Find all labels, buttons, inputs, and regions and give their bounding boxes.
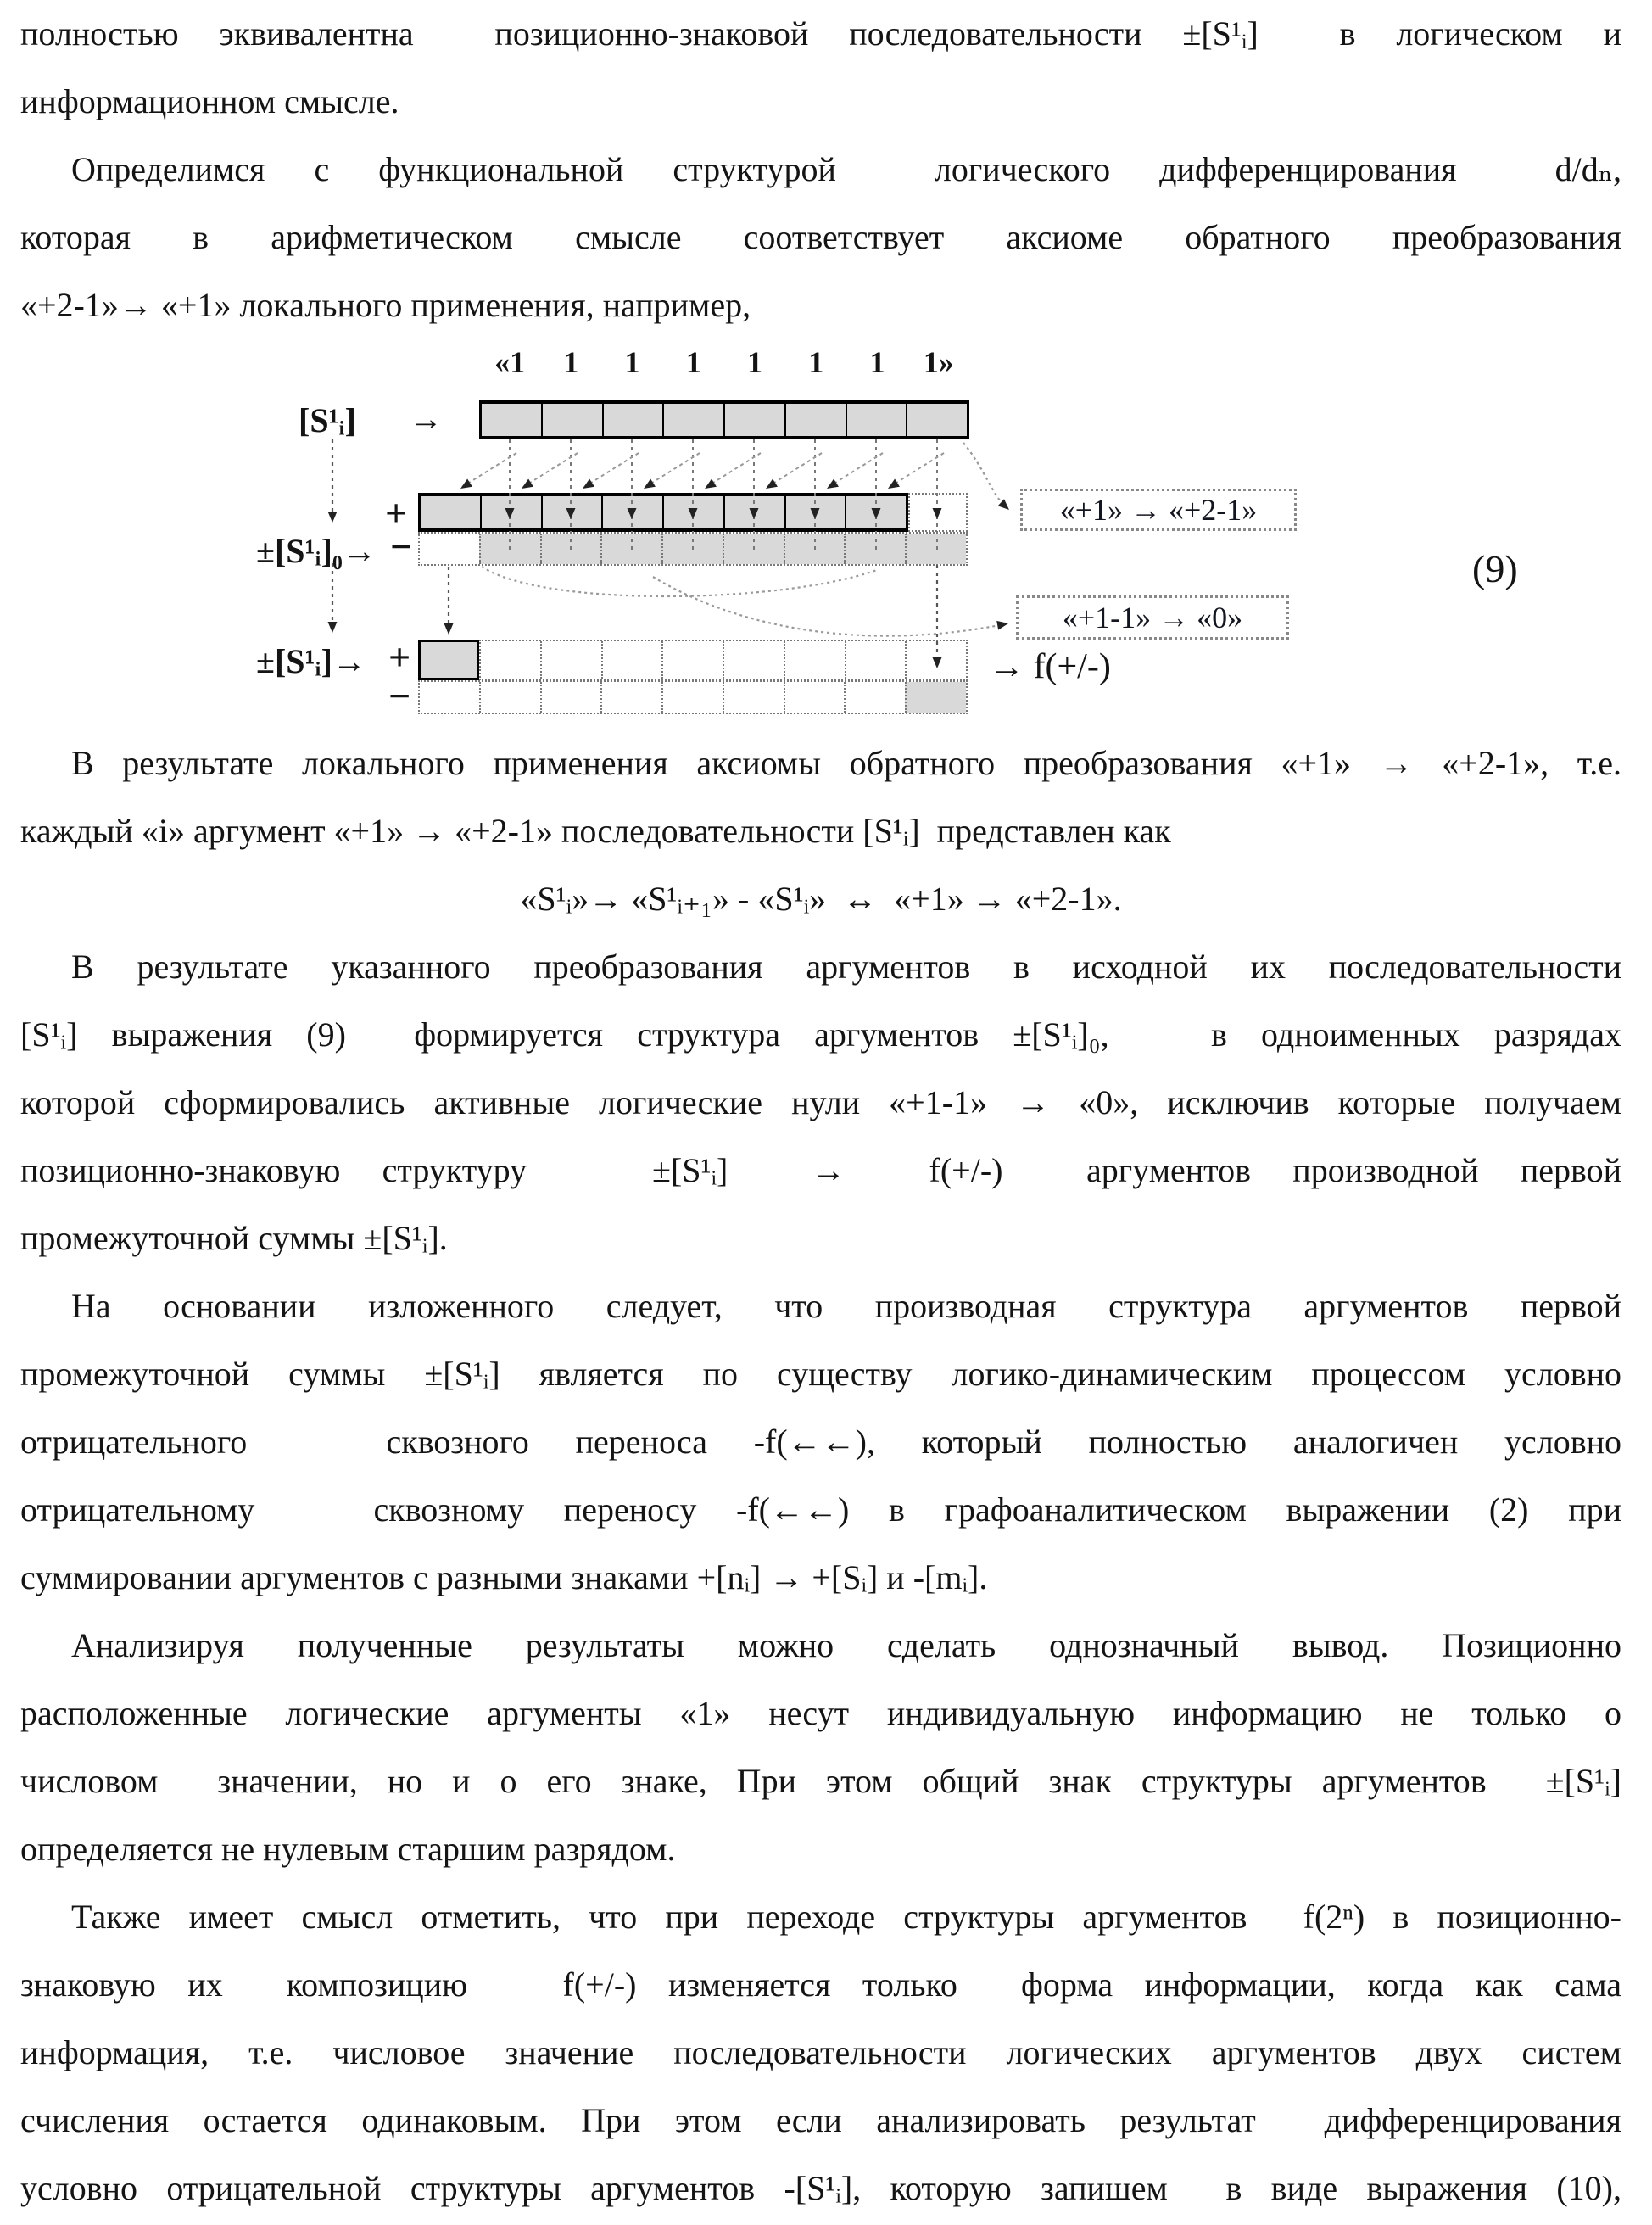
- fig-cell: [540, 682, 601, 713]
- function-output-label: → f(+/-): [989, 647, 1111, 686]
- transform-rule-box-2: «+1-1» → «0»: [1016, 595, 1289, 640]
- text-line: позиционно-знаковую структуру ±[S¹ᵢ] → f(+/-) аргументов производной первой: [20, 1151, 1621, 1189]
- fig-cell: [602, 404, 663, 436]
- fig-cell: [906, 404, 967, 436]
- fig-cell: [479, 682, 540, 713]
- one-digit: 1: [685, 345, 701, 379]
- fig-cell: [540, 641, 601, 679]
- fig-cell: [420, 534, 479, 564]
- text-line: В результате локального применения аксиомы обратного преобразования «+1» → «+2-1», т.е.: [71, 744, 1621, 782]
- fig-cell: [844, 682, 905, 713]
- result-row-plus: [479, 640, 968, 680]
- fig-cell: [846, 404, 907, 436]
- fig-cell: [601, 496, 662, 528]
- fig-cell: [600, 534, 661, 564]
- plus-sign: +: [385, 491, 408, 534]
- text-line: Определимся с функциональной структурой логического дифференцирования d/dₙ,: [71, 150, 1621, 188]
- transform-rule-box-1: «+1» → «+2-1»: [1020, 489, 1297, 531]
- fig-cell: [479, 534, 540, 564]
- text-line: счисления остается одинаковым. При этом если анализировать результат дифференцирования: [20, 2101, 1621, 2139]
- text-line: промежуточной суммы ±[S¹ᵢ] является по существу логико-динамическим процессом условно: [20, 1355, 1621, 1393]
- fig-cell: [661, 534, 723, 564]
- one-digit: 1: [624, 345, 640, 379]
- result-label: ±[S¹ᵢ]→: [256, 642, 366, 680]
- minus-sign: −: [390, 525, 413, 568]
- result-row-minus: [418, 680, 968, 714]
- formula-line: «S¹ᵢ»→ «S¹ᵢ₊₁» - «S¹ᵢ» ↔ «+1» → «+2-1».: [520, 880, 1122, 918]
- text-line: В результате указанного преобразования аргументов в исходной их последовательности: [71, 948, 1621, 986]
- fig-cell: [540, 534, 601, 564]
- text-line: полностью эквивалентна позиционно-знаковой последовательности ±[S¹ᵢ] в логическом и: [20, 14, 1621, 53]
- text-line: промежуточной суммы ±[S¹ᵢ].: [20, 1219, 448, 1257]
- sum-row-plus: [418, 493, 908, 532]
- text-line: числовом значении, но и о его знаке, При этом общий знак структуры аргументов ±[S¹ᵢ]: [20, 1762, 1621, 1800]
- fig-cell: [784, 534, 845, 564]
- fig-cell: [905, 641, 966, 679]
- fig-cell: [723, 496, 784, 528]
- right-arrow-icon: →: [409, 400, 443, 438]
- fig-cell: [541, 404, 602, 436]
- plus-sign: +: [388, 635, 411, 679]
- fig-cell: [845, 496, 906, 528]
- text-line: суммировании аргументов с разными знаками +[nᵢ] → +[Sᵢ] и -[mᵢ].: [20, 1558, 988, 1596]
- fig-cell: [541, 496, 602, 528]
- text-line: [S¹ᵢ] выражения (9) формируется структура аргументов ±[S¹ᵢ]₀, в одноименных разрядах: [20, 1015, 1621, 1054]
- one-digit: 1: [808, 345, 824, 379]
- fig-cell: [845, 641, 906, 679]
- one-digit: «1: [494, 345, 526, 379]
- text-line: Анализируя полученные результаты можно сделать однозначный вывод. Позиционно: [71, 1626, 1621, 1664]
- text-line: отрицательного сквозного переноса -f(←←), который полностью аналогичен условно: [20, 1423, 1621, 1461]
- fig-cell: [723, 404, 784, 436]
- fig-cell: [784, 641, 845, 679]
- fig-cell: [723, 682, 784, 713]
- carry-cell-dotted: [908, 493, 968, 532]
- text-line: информация, т.е. числовое значение последовательности логических аргументов двух систем: [20, 2033, 1621, 2071]
- text-line: определяется не нулевым старшим разрядом.: [20, 1830, 676, 1868]
- fig-cell: [420, 682, 479, 713]
- fig-cell: [600, 682, 661, 713]
- fig-cell: [844, 534, 905, 564]
- one-digit: 1: [563, 345, 579, 379]
- text-line: информационном смысле.: [20, 82, 399, 120]
- fig-cell: [482, 404, 541, 436]
- zero-row-minus: [418, 532, 968, 566]
- sequence-label: [S¹ᵢ]: [299, 401, 356, 439]
- one-digit: 1: [747, 345, 763, 379]
- sequence-row: [479, 400, 969, 439]
- fig-cell: [421, 496, 480, 528]
- text-line: условно отрицательной структуры аргументов -[S¹ᵢ], которую запишем в виде выражения (10),: [20, 2169, 1621, 2207]
- text-line: отрицательному сквозному переносу -f(←←) в графоаналитическом выражении (2) при: [20, 1490, 1621, 1529]
- one-digit: 1: [869, 345, 885, 379]
- fig-cell: [662, 496, 723, 528]
- result-msb-cell: [418, 640, 479, 680]
- text-line: расположенные логические аргументы «1» несут индивидуальную информацию не только о: [20, 1694, 1621, 1732]
- one-digit: 1»: [923, 345, 954, 379]
- sum0-label: ±[S¹ᵢ]₀→: [256, 532, 377, 570]
- text-line: каждый «i» аргумент «+1» → «+2-1» последовательности [S¹ᵢ] представлен как: [20, 812, 1171, 850]
- fig-cell: [784, 496, 846, 528]
- fig-cell: [480, 496, 541, 528]
- equation-number: (9): [1472, 547, 1518, 590]
- text-line: Также имеет смысл отметить, что при переходе структуры аргументов f(2ⁿ) в позиционно-: [71, 1898, 1621, 1936]
- figure-equation-9: [254, 339, 1577, 730]
- fig-cell: [661, 682, 723, 713]
- fig-cell: [661, 641, 723, 679]
- fig-cell: [662, 404, 723, 436]
- fig-cell: [723, 534, 784, 564]
- minus-sign: −: [388, 674, 411, 718]
- text-line: знаковую их композицию f(+/-) изменяется только форма информации, когда как сама: [20, 1965, 1621, 2004]
- text-line: которой сформировались активные логические нули «+1-1» → «0», исключив которые получаем: [20, 1083, 1621, 1121]
- text-line: которая в арифметическом смысле соответствует аксиоме обратного преобразования: [20, 218, 1621, 256]
- ones-header: [479, 344, 969, 380]
- text-line: «+2-1»→ «+1» локального применения, например,: [20, 286, 751, 324]
- fig-cell: [905, 682, 966, 713]
- fig-cell: [481, 641, 540, 679]
- fig-cell: [905, 534, 966, 564]
- fig-cell: [784, 404, 846, 436]
- text-line: На основании изложенного следует, что производная структура аргументов первой: [71, 1287, 1621, 1325]
- fig-cell: [601, 641, 662, 679]
- fig-cell: [723, 641, 784, 679]
- fig-cell: [784, 682, 845, 713]
